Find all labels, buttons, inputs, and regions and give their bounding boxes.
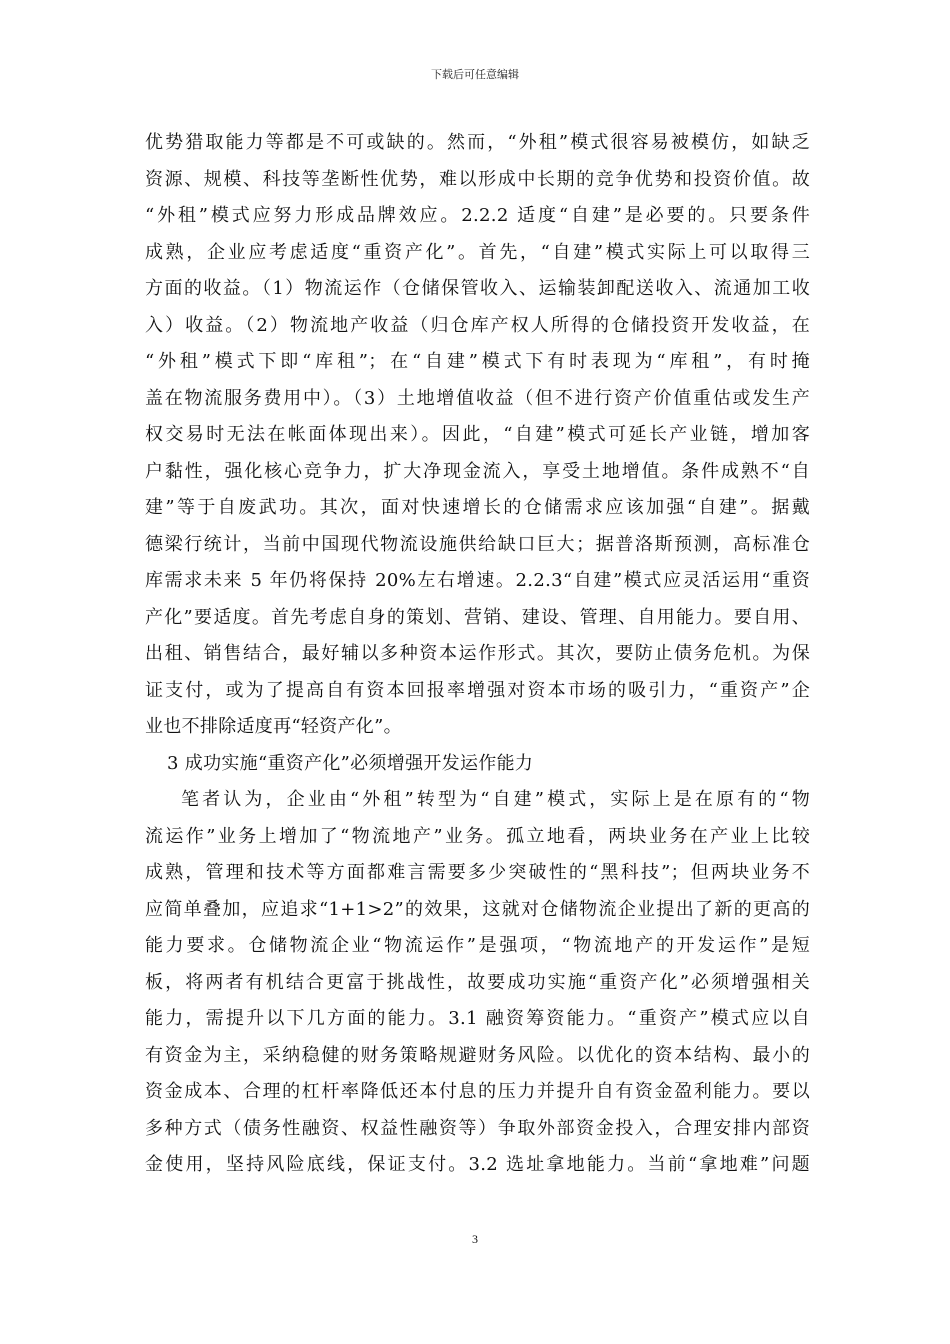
text-line: 德梁行统计，当前中国现代物流设施供给缺口巨大；据普洛斯预测，高标准仓 — [145, 533, 810, 555]
text-line: 流运作”业务上增加了“物流地产”业务。孤立地看，两块业务在产业上比较 — [145, 825, 810, 847]
text-line: 有资金为主，采纳稳健的财务策略规避财务风险。以优化的资本结构、最小的 — [145, 1044, 810, 1066]
text-line: 方面的收益。（1）物流运作（仓储保管收入、运输装卸配送收入、流通加工收 — [145, 278, 810, 299]
text-line: “外租”模式下即“库租”；在“自建”模式下有时表现为“库租”，有时掩 — [145, 351, 810, 372]
text-line: 优势猎取能力等都是不可或缺的。然而，“外租”模式很容易被模仿，如缺乏 — [145, 132, 810, 153]
text-line: 能力，需提升以下几方面的能力。3.1 融资筹资能力。“重资产”模式应以自 — [145, 1008, 810, 1029]
text-line: 成熟，企业应考虑适度“重资产化”。首先，“自建”模式实际上可以取得三 — [145, 241, 810, 263]
text-line: 金使用，坚持风险底线，保证支付。3.2 选址拿地能力。当前“拿地难”问题 — [145, 1154, 810, 1175]
text-line: 产化”要适度。首先考虑自身的策划、营销、建设、管理、自用能力。要自用、 — [145, 606, 810, 628]
text-line: 权交易时无法在帐面体现出来）。因此，“自建”模式可延长产业链，增加客 — [145, 424, 810, 445]
section-heading: 3 成功实施“重资产化”必须增强开发运作能力 — [167, 752, 534, 774]
text-line: 库需求未来 5 年仍将保持 20%左右增速。2.2.3“自建”模式应灵活运用“重资 — [145, 570, 810, 591]
text-line: 证支付，或为了提高自有资本回报率增强对资本市场的吸引力，“重资产”企 — [145, 679, 810, 701]
text-line: 业也不排除适度再“轻资产化”。 — [145, 716, 402, 737]
text-line: 多种方式（债务性融资、权益性融资等）争取外部资金投入，合理安排内部资 — [145, 1117, 810, 1139]
text-line: 资源、规模、科技等垄断性优势，难以形成中长期的竞争优势和投资价值。故 — [145, 168, 810, 190]
text-line: 出租、销售结合，最好辅以多种资本运作形式。其次，要防止债务危机。为保 — [145, 643, 810, 664]
text-line: 板，将两者有机结合更富于挑战性，故要成功实施“重资产化”必须增强相关 — [145, 971, 810, 993]
text-line: 入）收益。（2）物流地产收益（归仓库产权人所得的仓储投资开发收益，在 — [145, 314, 810, 336]
document-body — [145, 125, 810, 1184]
text-line: 能力要求。仓储物流企业“物流运作”是强项，“物流地产的开发运作”是短 — [145, 935, 810, 956]
text-line: “外租”模式应努力形成品牌效应。2.2.2 适度“自建”是必要的。只要条件 — [145, 205, 810, 226]
text-line: 成熟，管理和技术等方面都难言需要多少突破性的“黑科技”；但两块业务不 — [145, 862, 810, 883]
text-line: 户黏性，强化核心竞争力，扩大净现金流入，享受土地增值。条件成熟不“自 — [145, 460, 810, 482]
text-line: 盖在物流服务费用中）。（3）土地增值收益（但不进行资产价值重估或发生产 — [145, 387, 810, 409]
page-number: 3 — [472, 1232, 478, 1246]
page-header: 下载后可任意编辑 — [431, 68, 519, 81]
text-line: 资金成本、合理的杠杆率降低还本付息的压力并提升自有资金盈利能力。要以 — [145, 1081, 810, 1102]
text-line: 应简单叠加，应追求“1+1>2”的效果，这就对仓储物流企业提出了新的更高的 — [145, 898, 810, 920]
text-line: 笔者认为，企业由“外租”转型为“自建”模式，实际上是在原有的“物 — [181, 789, 810, 810]
text-line: 建”等于自废武功。其次，面对快速增长的仓储需求应该加强“自建”。据戴 — [145, 497, 810, 518]
